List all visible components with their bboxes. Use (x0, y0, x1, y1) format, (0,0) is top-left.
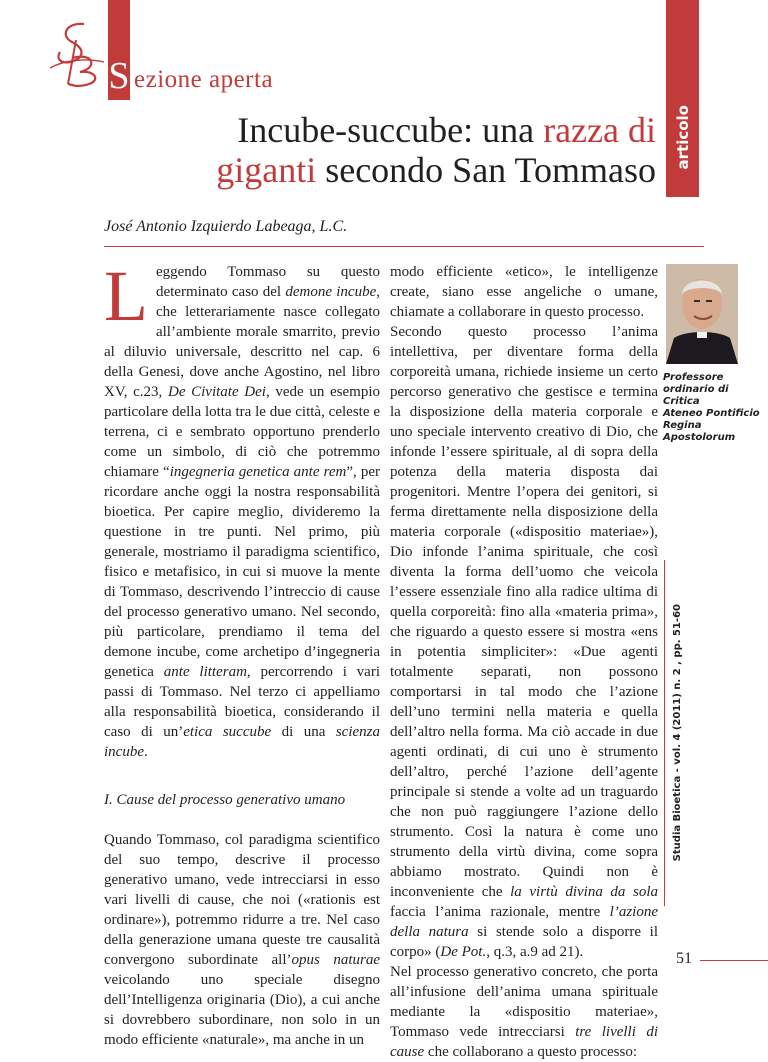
text-column-2 (390, 262, 658, 1062)
section-initial: S (108, 55, 130, 97)
paragraph-levels (390, 962, 658, 1062)
section-heading: I. Cause del processo generativo umano (104, 792, 346, 808)
paragraph-process (390, 322, 658, 962)
text-run: , q.3, a.9 ad 21). (486, 944, 584, 960)
header-divider (104, 246, 704, 247)
title-highlight-1: razza di (543, 110, 656, 150)
italic-text: la virtù divina da sola (510, 884, 659, 900)
italic-text: etica succube (183, 724, 272, 740)
paragraph-cause (104, 830, 380, 1050)
text-run: faccia l’anima razionale, mentre (390, 904, 610, 920)
text-run: . (143, 744, 148, 760)
italic-text: ante litteram (163, 664, 247, 680)
title-part-2: secondo San Tommaso (316, 150, 656, 190)
affiliation-line: Regina (663, 420, 702, 431)
journal-info: Studia Bioetica - vol. 4 (2011) n. 2 , pp. 51-60 (671, 604, 683, 862)
category-label: articolo (673, 104, 692, 169)
affiliation-line: Professore (663, 372, 724, 383)
italic-text: ingegneria genetica ante rem (169, 464, 347, 480)
italic-text: scienza incube (104, 724, 380, 760)
italic-text: demone incube (285, 284, 377, 300)
page-number: 51 (676, 950, 692, 967)
italic-text: De Pot. (440, 944, 487, 960)
title-highlight-2: giganti (216, 150, 317, 190)
author-affiliation (663, 372, 763, 444)
affiliation-line: Apostolorum (663, 432, 736, 443)
italic-text: tre livelli di cause (390, 1024, 658, 1060)
author-photo (666, 264, 738, 364)
text-run: , vede un esempio particolare della lotta tra le due città, celeste e terrena, ci e sembrato opportuno prenderlo come un simbolo, di ciò che potremmo chiamare “ (104, 384, 381, 480)
text-run: Quando Tommaso, col paradigma scientifico del suo tempo, descrive il processo generativo umano, vede intrecciarsi in esso vari livelli di cause, che noi («rationis est ordinare»), potremmo ridurre a tre. Nel caso della generazione umana queste tre causalità convergono subordinate all’ (104, 832, 380, 968)
text-run: modo efficiente «etico», le intelligenze create, siano esse angeliche o umane, chiamate a collaborare in questo processo. (390, 264, 658, 320)
title-part-1: Incube-succube: una (237, 110, 544, 150)
paragraph-intro (104, 256, 381, 762)
paragraph-continuation (390, 262, 658, 322)
article-title (130, 110, 656, 190)
page-number-rule (700, 960, 768, 961)
text-run: ”, per ricordare anche oggi la nostra responsabilità bioetica. Per capire meglio, divideremo la questione in tre punti. Nel primo, più generale, mostriamo il paradigma scientifico, fisico e metafisico, in cui si muove la mente di Tommaso, descrivendo l’intreccio di cause del processo generativo umano. Nel secondo, più particolare, prendiamo il tema del demone incube, come archetipo d’ingegneria genetica (104, 464, 380, 680)
text-run: , percorrendo i vari passi di Tommaso. Nel terzo ci appelliamo alla responsabilità bioetica, considerando il caso di un’ (104, 664, 381, 740)
category-label-wrap (666, 0, 699, 197)
sb-monogram-logo (46, 18, 108, 90)
text-run: veicolando uno speciale disegno dell’Intelligenza originaria (Dio), a cui anche si dovrebbero subordinare, non solo in un modo efficiente «naturale», ma anche in un (104, 972, 380, 1048)
affiliation-line: ordinario di Critica (663, 384, 729, 407)
text-run: , che letterariamente nasce collegato all’ambiente morale smarrito, previo al diluvio universale, descritto nel cap. 6 della Genesi, dove anche Agostino, nel libro XV, c.23, (104, 284, 380, 400)
drop-cap: L (104, 256, 148, 336)
author-name: José Antonio Izquierdo Labeaga, L.C. (104, 218, 348, 235)
section-label: ezione aperta (134, 66, 274, 93)
text-run: eggendo Tommaso su questo determinato caso del (155, 264, 380, 300)
text-run: si stende solo a disporre il corpo» ( (390, 924, 659, 960)
italic-text: l’azione della natura (390, 904, 658, 940)
text-run: Nel processo generativo concreto, che porta all’infusione dell’anima umana spirituale mediante la «dispositio materiae», Tommaso vede intrecciarsi (390, 964, 658, 1040)
text-run: di una (271, 724, 336, 740)
text-column-1 (104, 256, 381, 1050)
italic-text: opus naturae (291, 952, 380, 968)
journal-info-wrap (664, 560, 690, 906)
italic-text: De Civitate Dei (167, 384, 266, 400)
text-run: che collaborano a questo processo: (424, 1044, 637, 1060)
affiliation-line: Ateneo Pontificio (663, 408, 760, 419)
text-run: Secondo questo processo l’anima intellettiva, per diventare forma della corporeità umana, richiede insieme un certo percorso generativo che gestisce e termina la disposizione della materia corporale e uno speciale intervento creativo di Dio, che infonde l’essere spirituale, al di sopra della potenza della materia disposta dai progenitori. Mentre l’opera dei genitori, si ferma direttamente nella disposizione della materia corporale («dispositio materiae»), Dio infonde l’anima spirituale, che così diventa la forma dell’uomo che veicola l’essere essenziale fino alla radice ultima di quella corporeità: fino alla «materia prima», che riguardo a questo essere si mostra «ens in potentia simpliciter»: «Due agenti totalmente separati, non possono comportarsi in tal modo che l’azione dell’uno termini nella materia e quella dell’altro nella forma. Ma ciò accade in due agenti ordinati, di cui uno è strumento dell’altro, perché l’azione dell’agente principale si stende a volte ad un traguardo che non può raggiungere l’azione dello strumento. Così la natura è come uno strumento della virtù divina, come sopra abbiamo mostrato. Quindi non è inconveniente che (390, 324, 658, 900)
